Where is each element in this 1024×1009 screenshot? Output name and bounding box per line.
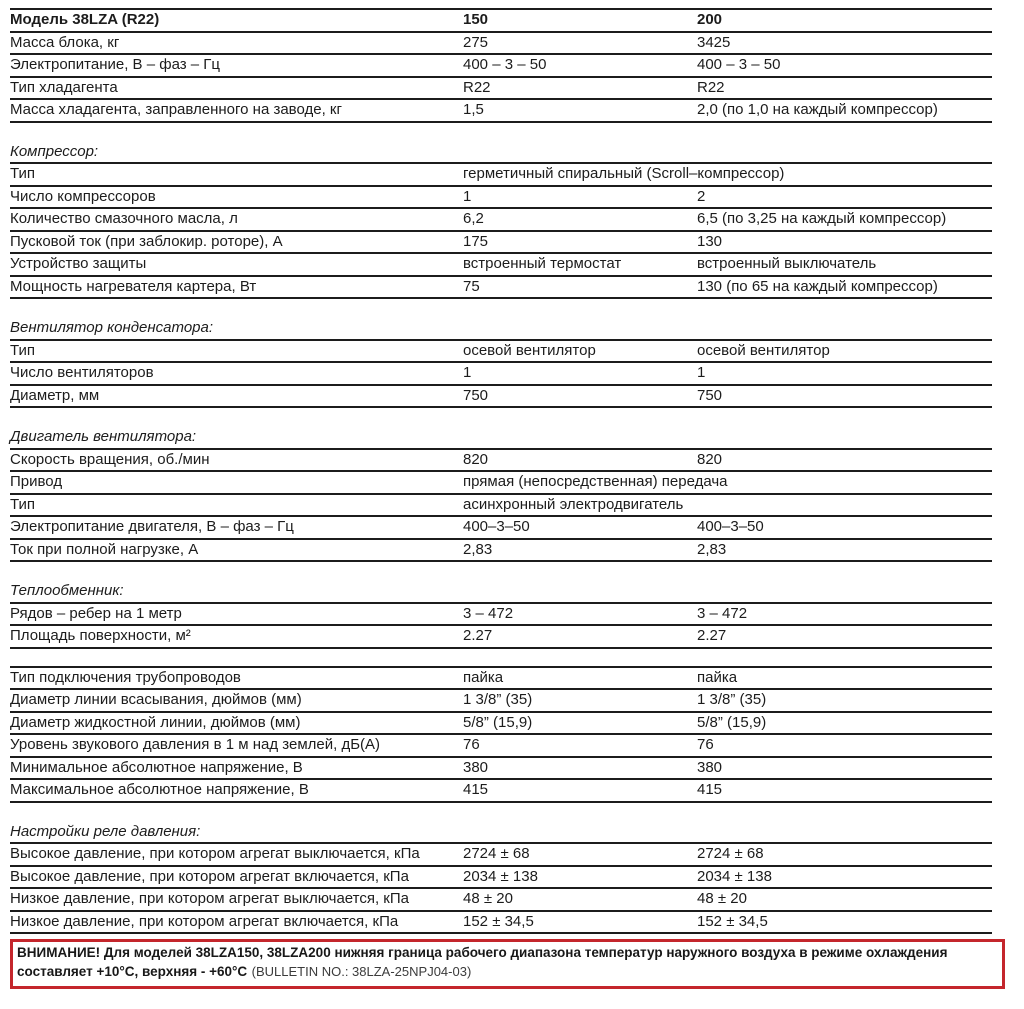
row-value-150: 415 [463,781,489,798]
row-value-200: 3425 [697,33,731,51]
row-label: Высокое давление, при котором агрегат выключается, кПа [10,845,420,862]
row-value-200: 130 (по 65 на каждый компрессор) [697,277,938,295]
table-row [10,55,992,78]
spec-table [10,8,992,934]
row-value-150: 175 [463,232,489,250]
table-row [10,495,992,518]
row-value-200: 5/8” (15,9) [697,713,767,731]
row-label: Тип [10,165,36,182]
row-label: Площадь поверхности, м² [10,627,191,644]
table-header-model: Модель 38LZA (R22) [10,11,160,28]
row-value-150: 2,83 [463,540,493,558]
section-title: Настройки реле давления: [10,822,992,845]
row-value-span: асинхронный электродвигатель [463,495,684,513]
row-value-150: 400–3–50 [463,518,530,535]
row-value-150: 5/8” (15,9) [463,713,533,731]
table-row [10,363,992,386]
row-label: Число компрессоров [10,187,156,205]
row-label: Ток при полной нагрузке, А [10,540,199,558]
table-row [10,735,992,758]
row-value-200: 2,0 (по 1,0 на каждый компрессор) [697,101,938,118]
spec-section [10,142,992,300]
row-value-150: 2034 ± 138 [463,867,538,885]
row-value-200: R22 [697,78,725,96]
row-value-200: 6,5 (по 3,25 на каждый компрессор) [697,210,947,227]
spec-section [10,33,992,123]
row-value-150: 2724 ± 68 [463,845,530,862]
table-row [10,867,992,890]
row-label: Тип хладагента [10,78,118,96]
row-value-150: 750 [463,386,489,404]
row-value-200: 400–3–50 [697,518,764,535]
table-row [10,100,992,123]
table-row [10,232,992,255]
row-label: Рядов – ребер на 1 метр [10,604,182,622]
row-value-200: 380 [697,758,723,776]
row-value-150: 1 3/8” (35) [463,691,533,708]
section-title: Вентилятор конденсатора: [10,318,992,341]
row-label: Высокое давление, при котором агрегат включается, кПа [10,867,409,885]
row-value-150: 275 [463,33,489,51]
table-row [10,668,992,691]
row-value-200: 400 – 3 – 50 [697,56,781,73]
table-row [10,604,992,627]
row-label: Диаметр линии всасывания, дюймов (мм) [10,691,302,708]
spec-section [10,581,992,649]
row-label: Пусковой ток (при заблокир. роторе), А [10,232,283,250]
spec-section [10,427,992,562]
table-row [10,517,992,540]
section-title: Компрессор: [10,142,992,165]
column-header-200: 200 [697,11,723,28]
row-value-200: встроенный выключатель [697,255,877,272]
row-value-200: 820 [697,450,723,468]
row-value-150: 400 – 3 – 50 [463,56,547,73]
row-value-150: 48 ± 20 [463,890,513,907]
row-value-150: 2.27 [463,627,493,644]
row-value-200: 2.27 [697,627,727,644]
row-value-150: 3 – 472 [463,604,514,622]
spec-section [10,318,992,408]
table-row [10,254,992,277]
row-value-150: 1 [463,364,472,381]
row-label: Масса хладагента, заправленного на заводе, кг [10,101,342,118]
table-row [10,690,992,713]
row-value-150: встроенный термостат [463,255,622,272]
row-label: Диаметр, мм [10,386,100,404]
row-value-200: 76 [697,736,714,753]
section-title: Теплообменник: [10,581,992,604]
row-label: Низкое давление, при котором агрегат включается, кПа [10,912,399,930]
row-label: Тип [10,495,36,513]
table-row [10,187,992,210]
row-value-200: 48 ± 20 [697,890,747,907]
row-label: Тип подключения трубопроводов [10,668,241,686]
row-label: Привод [10,473,63,490]
table-row [10,33,992,56]
row-value-200: 415 [697,781,723,798]
row-value-150: 820 [463,450,489,468]
column-header-150: 150 [463,11,489,28]
row-value-150: 75 [463,277,480,295]
table-row [10,912,992,935]
table-row [10,164,992,187]
row-value-200: 750 [697,386,723,404]
row-value-150: 76 [463,736,480,753]
table-row [10,472,992,495]
row-value-150: осевой вентилятор [463,341,596,359]
row-value-200: пайка [697,668,738,686]
warning-box [10,939,1005,989]
row-value-200: 2 [697,187,706,205]
row-value-150: пайка [463,668,504,686]
row-value-200: 1 3/8” (35) [697,691,767,708]
row-label: Тип [10,341,36,359]
table-sections [10,33,992,935]
row-value-200: 2724 ± 68 [697,845,764,862]
row-value-200: 130 [697,232,723,250]
table-row [10,780,992,803]
row-label: Масса блока, кг [10,33,120,51]
row-value-150: 6,2 [463,210,484,227]
row-label: Минимальное абсолютное напряжение, В [10,758,303,776]
row-label: Электропитание двигателя, В – фаз – Гц [10,518,294,535]
table-row [10,713,992,736]
spec-section [10,822,992,935]
row-value-span: прямая (непосредственная) передача [463,473,728,490]
table-row [10,626,992,649]
row-value-150: R22 [463,78,491,96]
table-row [10,540,992,563]
table-row [10,209,992,232]
row-value-200: осевой вентилятор [697,341,830,359]
row-value-200: 152 ± 34,5 [697,912,768,930]
table-row [10,341,992,364]
section-title: Двигатель вентилятора: [10,427,992,450]
warning-bulletin-text: (BULLETIN NO.: 38LZA-25NPJ04-03) [251,964,472,979]
spec-section [10,666,992,803]
table-row [10,758,992,781]
row-value-150: 380 [463,758,489,776]
row-label: Диаметр жидкостной линии, дюймов (мм) [10,713,301,731]
row-label: Максимальное абсолютное напряжение, В [10,781,309,798]
row-label: Скорость вращения, об./мин [10,450,210,468]
row-value-200: 1 [697,364,706,381]
row-label: Мощность нагревателя картера, Вт [10,277,257,295]
warning-text: ВНИМАНИЕ! Для моделей 38LZA150, 38LZA200 нижняя граница рабочего диапазона температур наружного воздуха в режиме охлаждения составляет +10°С, верхняя - +60°С [17,945,948,979]
table-row [10,844,992,867]
row-label: Устройство защиты [10,255,147,272]
row-value-span: герметичный спиральный (Scroll–компрессор) [463,165,785,182]
table-row [10,450,992,473]
table-header-row [10,10,992,33]
row-value-150: 1 [463,187,472,205]
row-label: Электропитание, В – фаз – Гц [10,56,221,73]
row-value-150: 1,5 [463,101,484,118]
row-label: Количество смазочного масла, л [10,210,238,227]
table-row [10,277,992,300]
row-value-200: 3 – 472 [697,604,748,622]
row-value-150: 152 ± 34,5 [463,912,534,930]
table-row [10,386,992,409]
row-label: Уровень звукового давления в 1 м над землей, дБ(А) [10,736,381,753]
row-label: Низкое давление, при котором агрегат выключается, кПа [10,890,409,907]
row-value-200: 2034 ± 138 [697,867,772,885]
table-row [10,78,992,101]
row-label: Число вентиляторов [10,364,154,381]
table-row [10,889,992,912]
row-value-200: 2,83 [697,540,727,558]
